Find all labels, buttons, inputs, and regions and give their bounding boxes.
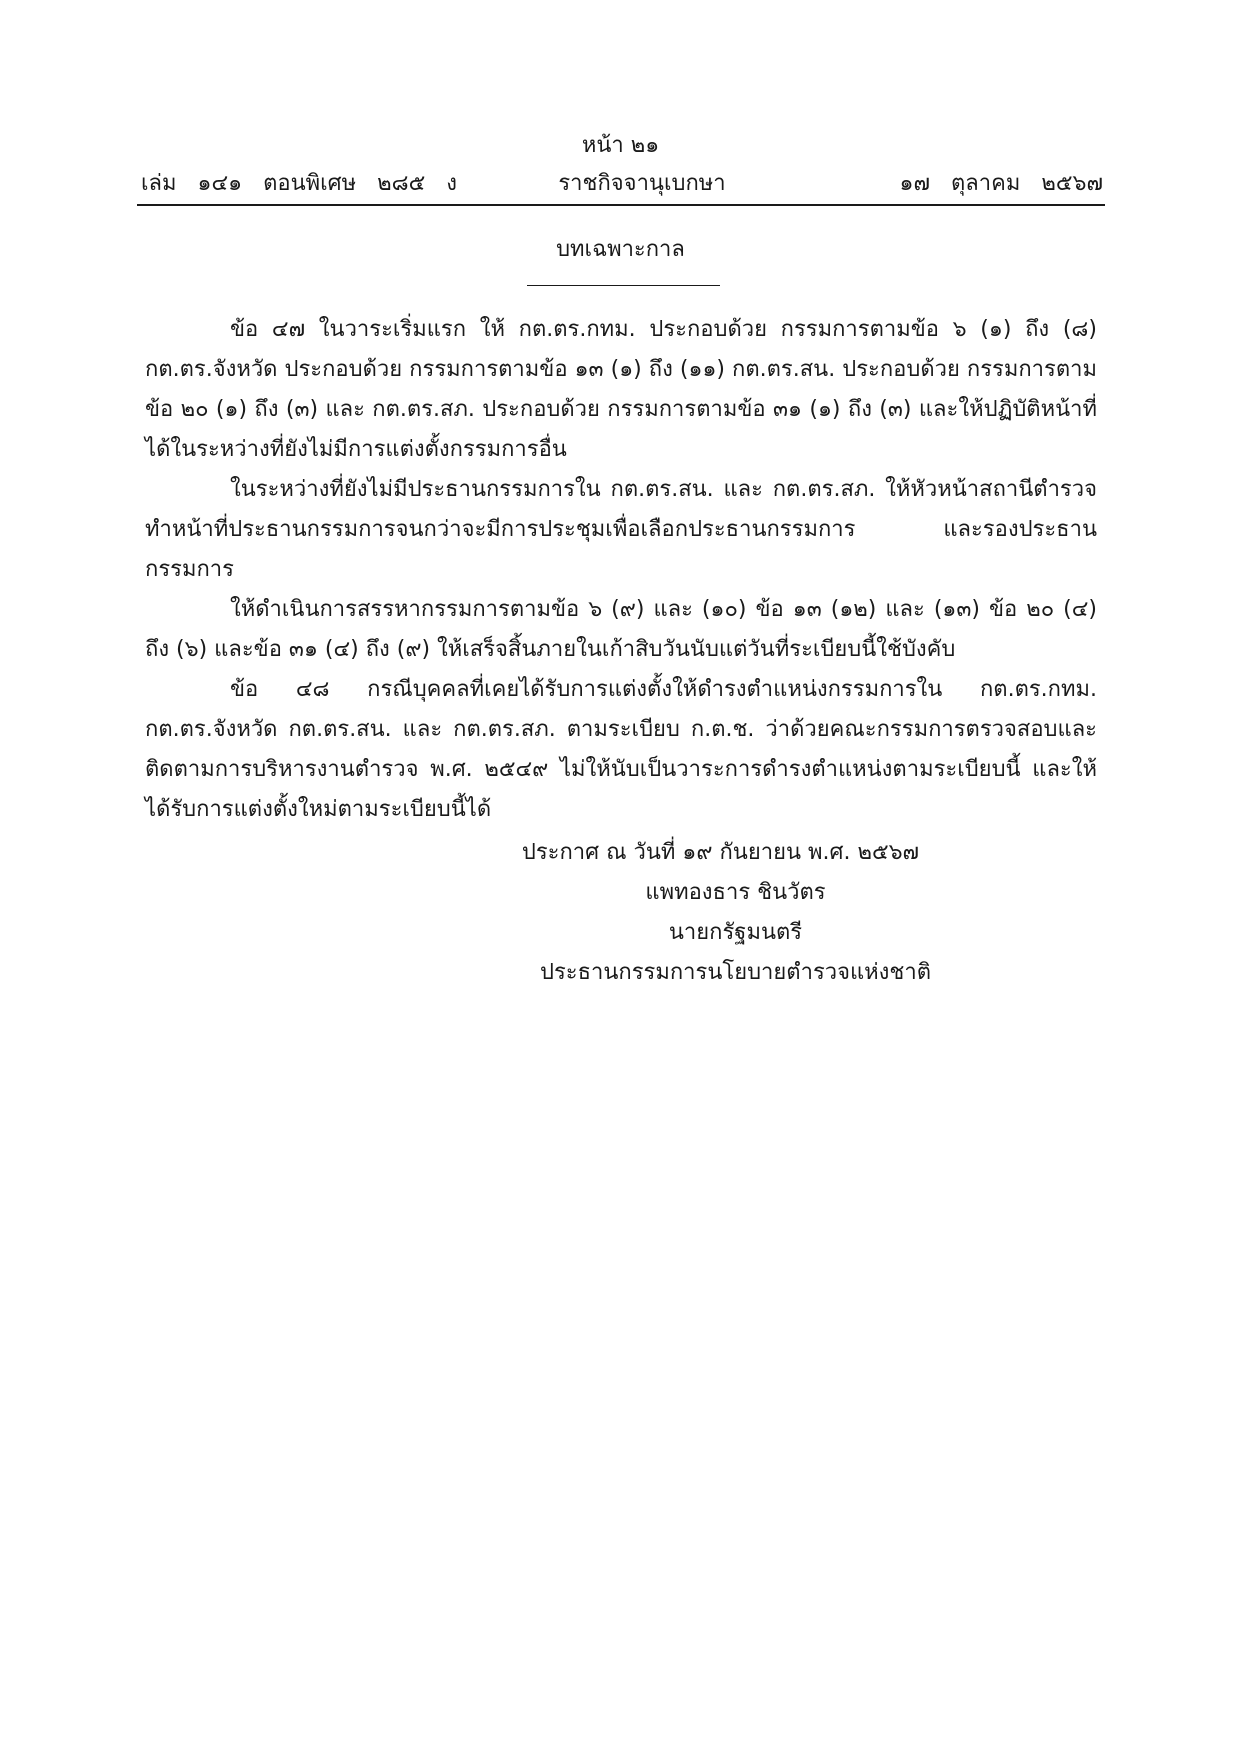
announcement-date: ประกาศ ณ วันที่ ๑๙ กันยายน พ.ศ. ๒๕๖๗ [521, 840, 920, 865]
signatory-title: ประธานกรรมการนโยบายตำรวจแห่งชาติ [539, 960, 931, 985]
signatory-name: แพทองธาร ชินวัตร [645, 880, 826, 905]
signatory-position: นายกรัฐมนตรี [668, 920, 803, 945]
volume-issue: เล่ม ๑๔๑ ตอนพิเศษ ๒๘๕ ง [141, 171, 457, 196]
paragraph-article-47: ข้อ ๔๗ ในวาระเริ่มแรก ให้ กต.ตร.กทม. ประกอบด้วย กรรมการตามข้อ ๖ (๑) ถึง (๘) กต.ตร.จังหวัด ประกอบด้วย กรรมการตามข้อ ๑๓ (๑) ถึง (๑๑) กต.ตร.สน. ประกอบด้วย กรรมการตามข้อ ๒๐ (๑) ถึง (๓) และ กต.ตร.สภ. ประกอบด้วย กรรมการตามข้อ ๓๑ (๑) ถึง (๓) และให้ปฏิบัติหน้าที่ได้ในระหว่างที่ยังไม่มีการแต่งตั้งกรรมการอื่น [145, 317, 1097, 462]
document-body [145, 310, 1097, 830]
gazette-header [137, 170, 1105, 206]
paragraph-interim-chair: ในระหว่างที่ยังไม่มีประธานกรรมการใน กต.ตร.สน. และ กต.ตร.สภ. ให้หัวหน้าสถานีตำรวจทำหน้าที่ประธานกรรมการจนกว่าจะมีการประชุมเพื่อเลือกประธานกรรมการ และรองประธานกรรมการ [145, 477, 1097, 582]
section-title: บทเฉพาะกาล [556, 237, 685, 262]
paragraph-article-48: ข้อ ๔๘ กรณีบุคคลที่เคยได้รับการแต่งตั้งให้ดำรงตำแหน่งกรรมการใน กต.ตร.กทม. กต.ตร.จังหวัด กต.ตร.สน. และ กต.ตร.สภ. ตามระเบียบ ก.ต.ช. ว่าด้วยคณะกรรมการตรวจสอบและติดตามการบริหารงานตำรวจ พ.ศ. ๒๕๔๙ ไม่ให้นับเป็นวาระการดำรงตำแหน่งตามระเบียบนี้ และให้ได้รับการแต่งตั้งใหม่ตามระเบียบนี้ได้ [145, 677, 1097, 822]
section-title-underline [527, 285, 720, 286]
page-number: หน้า ๒๑ [581, 133, 660, 158]
gazette-name: ราชกิจจานุเบกษา [558, 171, 726, 196]
publication-date: ๑๗ ตุลาคม ๒๕๖๗ [899, 171, 1103, 196]
paragraph-recruitment: ให้ดำเนินการสรรหากรรมการตามข้อ ๖ (๙) และ (๑๐) ข้อ ๑๓ (๑๒) และ (๑๓) ข้อ ๒๐ (๔) ถึง (๖) และข้อ ๓๑ (๔) ถึง (๙) ให้เสร็จสิ้นภายในเก้าสิบวันนับแต่วันที่ระเบียบนี้ใช้บังคับ [145, 597, 1097, 662]
